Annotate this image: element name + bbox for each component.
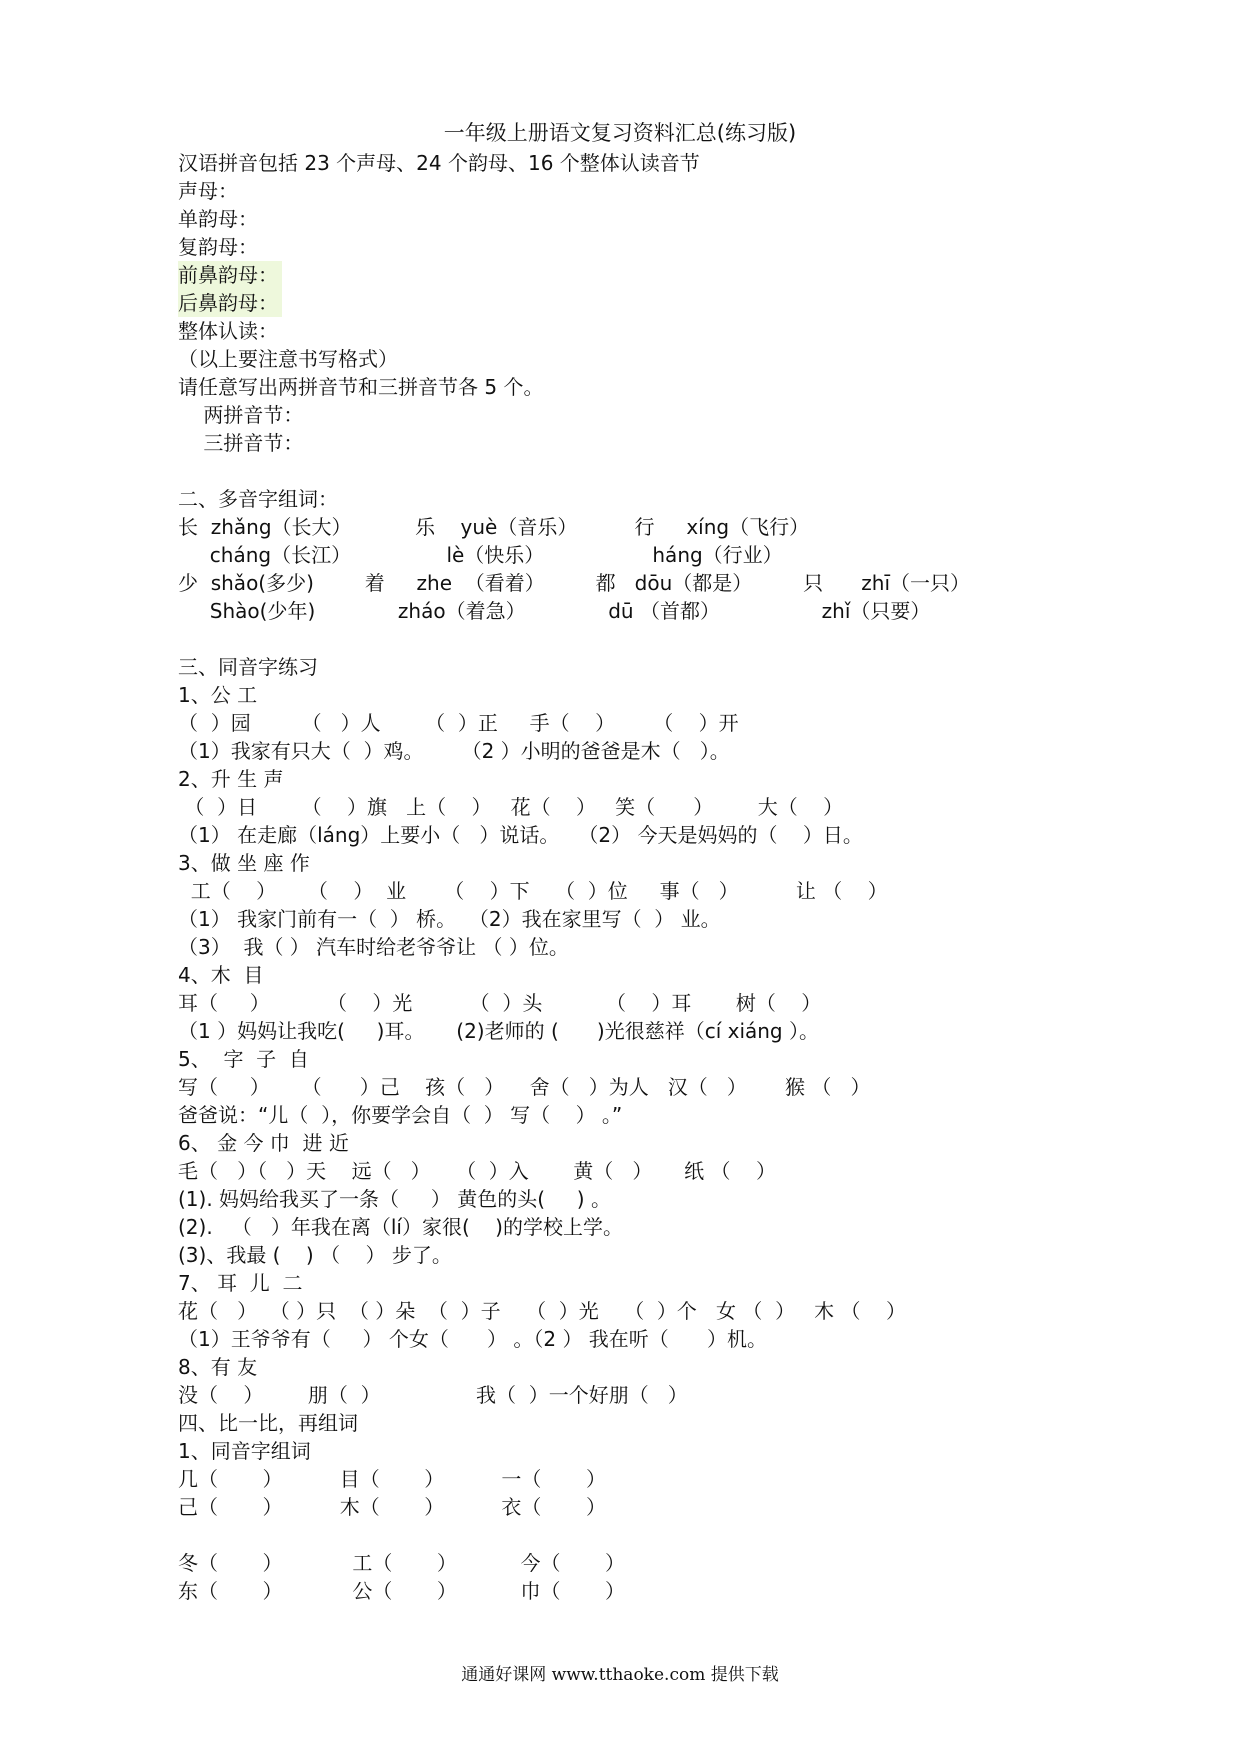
text-line: (1). 妈妈给我买了一条（ ） 黄色的头( ) 。 [178,1187,611,1211]
text-line: 单韵母： [178,207,258,231]
text-line: Shào(少年) zháo（着急） dū （首都） zhǐ（只要） [178,599,931,623]
text-line: （以上要注意书写格式） [178,347,398,371]
text-line: （1）王爷爷有（ ） 个女（ ） 。（2 ） 我在听（ ）机。 [178,1327,767,1351]
text-line: 8、有 友 [178,1355,258,1379]
section-heading: 三、同音字练习 [178,655,318,679]
highlighted-text: 前鼻韵母： [178,261,282,289]
section-heading: 二、多音字组词： [178,487,338,511]
text-line: 3、做 坐 座 作 [178,851,310,875]
text-line: 请任意写出两拼音节和三拼音节各 5 个。 [178,375,544,399]
highlighted-text: 后鼻韵母： [178,289,282,317]
text-line: 2、升 生 声 [178,767,284,791]
text-line: （3） 我（ ） 汽车时给老爷爷让 （ ）位。 [178,935,569,959]
text-line: （1）我家有只大（ ）鸡。 （2 ）小明的爸爸是木（ ）。 [178,739,730,763]
text-line: 三拼音节： [178,431,304,455]
text-line: （1） 在走廊（láng）上要小（ ）说话。 （2） 今天是妈妈的（ ）日。 [178,823,863,847]
text-line: 声母： [178,179,238,203]
text-line: 己（ ） 木（ ） 衣（ ） [178,1495,606,1519]
text-line: (2). （ ）年我在离（lí）家很( )的学校上学。 [178,1215,623,1239]
page-footer: 通通好课网 www.tthaoke.com 提供下载 [461,1665,779,1685]
text-line [178,290,282,316]
text-line: 毛（ ）（ ）天 远（ ） （ ）入 黄（ ） 纸 （ ） [178,1159,776,1183]
text-line: 6、 金 今 巾 进 近 [178,1131,349,1155]
text-line: 5、 字 子 自 [178,1047,309,1071]
text-line: （ ）园 （ ）人 （ ）正 手（ ） （ ）开 [178,711,739,735]
text-line: 7、 耳 儿 二 [178,1271,303,1295]
text-line: 4、木 目 [178,963,264,987]
text-line: （1） 我家门前有一（ ） 桥。 （2）我在家里写（ ） 业。 [178,907,721,931]
document-title: 一年级上册语文复习资料汇总(练习版) [443,121,797,145]
text-line: 1、公 工 [178,683,258,707]
text-line: 爸爸说：“儿（ ），你要学会自（ ） 写（ ） 。” [178,1103,623,1127]
section-heading: 四、比一比，再组词 [178,1411,358,1435]
text-line: 汉语拼音包括 23 个声母、24 个韵母、16 个整体认读音节 [178,151,700,175]
text-line: 整体认读： [178,319,278,343]
text-line: 耳（ ） （ ）光 （ ）头 （ ）耳 树（ ） [178,991,822,1015]
text-line: 工（ ） （ ） 业 （ ）下 （ ）位 事（ ） 让 （ ） [178,879,888,903]
text-line [178,262,282,288]
text-line: cháng（长江） lè（快乐） háng（行业） [178,543,783,567]
text-line: 复韵母： [178,235,258,259]
text-line: 两拼音节： [178,403,304,427]
text-line: （1 ）妈妈让我吃( )耳。 (2)老师的 ( )光很慈祥（cí xiáng ）。 [178,1019,819,1043]
text-line: 长 zhǎng（长大） 乐 yuè（音乐） 行 xíng（飞行） [178,515,810,539]
text-line: 1、同音字组词 [178,1439,311,1463]
text-line: (3)、我最 ( ) （ ） 步了。 [178,1243,452,1267]
text-line: 花（ ） （ ）只 （ ）朵 （ ）子 （ ）光 （ ）个 女 （ ） 木 （ ） [178,1299,906,1323]
text-line: 东（ ） 公（ ） 巾（ ） [178,1579,626,1603]
text-line: 没（ ） 朋（ ） 我（ ）一个好朋（ ） [178,1383,688,1407]
text-line: 几（ ） 目（ ） 一（ ） [178,1467,606,1491]
text-line: 少 shǎo(多少) 着 zhe （看着） 都 dōu（都是） 只 zhī（一只） [178,571,971,595]
text-line: 写（ ） （ ）己 孩（ ） 舍（ ）为人 汉（ ） 猴 （ ） [178,1075,871,1099]
text-line: 冬（ ） 工（ ） 今（ ） [178,1551,626,1575]
text-line: （ ）日 （ ）旗 上（ ） 花（ ） 笑（ ） 大（ ） [178,795,844,819]
